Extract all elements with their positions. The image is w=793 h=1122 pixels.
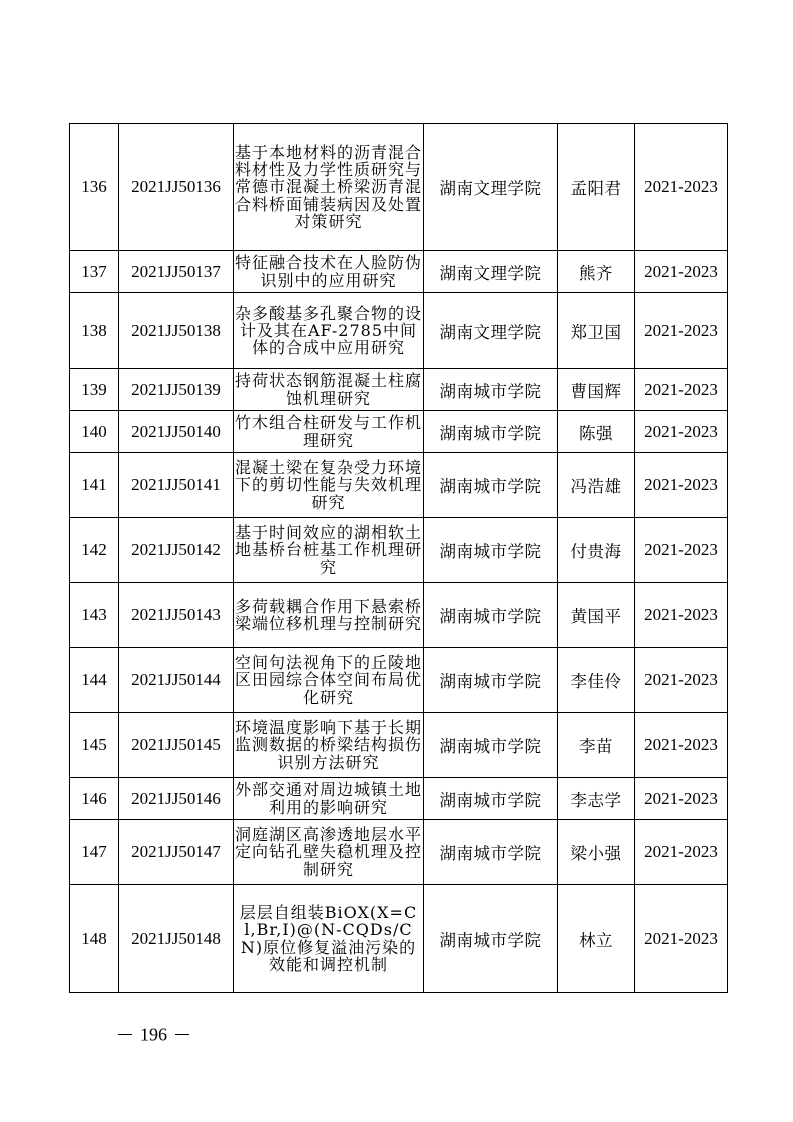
cell-period: 2021-2023 <box>635 369 728 411</box>
cell-leader: 李佳伶 <box>558 648 635 713</box>
cell-project-code: 2021JJ50142 <box>119 518 234 583</box>
table-row <box>70 778 728 820</box>
table-row <box>70 453 728 518</box>
table-row <box>70 583 728 648</box>
table-row <box>70 251 728 293</box>
cell-leader: 曹国辉 <box>558 369 635 411</box>
cell-period: 2021-2023 <box>635 453 728 518</box>
cell-institution: 湖南城市学院 <box>424 518 558 583</box>
cell-project-title: 层层自组装BiOX(X=Cl,Br,I)@(N-CQDs/CN)原位修复溢油污染的效能和调控机制 <box>234 885 424 993</box>
cell-project-title: 空间句法视角下的丘陵地区田园综合体空间布局优化研究 <box>234 648 424 713</box>
cell-period: 2021-2023 <box>635 293 728 369</box>
cell-project-code: 2021JJ50137 <box>119 251 234 293</box>
cell-project-code: 2021JJ50140 <box>119 411 234 453</box>
cell-project-title: 杂多酸基多孔聚合物的设计及其在AF-2785中间体的合成中应用研究 <box>234 293 424 369</box>
cell-project-title: 基于时间效应的湖相软土地基桥台桩基工作机理研究 <box>234 518 424 583</box>
cell-period: 2021-2023 <box>635 251 728 293</box>
cell-period: 2021-2023 <box>635 778 728 820</box>
table-row <box>70 293 728 369</box>
cell-project-title: 混凝土梁在复杂受力环境下的剪切性能与失效机理研究 <box>234 453 424 518</box>
cell-period: 2021-2023 <box>635 713 728 778</box>
cell-leader: 陈强 <box>558 411 635 453</box>
cell-leader: 黄国平 <box>558 583 635 648</box>
cell-project-title: 基于本地材料的沥青混合料材性及力学性质研究与常德市混凝土桥梁沥青混合料桥面铺装病因及处置对策研究 <box>234 124 424 251</box>
cell-project-title: 竹木组合柱研发与工作机理研究 <box>234 411 424 453</box>
cell-period: 2021-2023 <box>635 411 728 453</box>
cell-leader: 梁小强 <box>558 820 635 885</box>
cell-period: 2021-2023 <box>635 820 728 885</box>
cell-project-title: 持荷状态钢筋混凝土柱腐蚀机理研究 <box>234 369 424 411</box>
cell-project-title: 特征融合技术在人脸防伪识别中的应用研究 <box>234 251 424 293</box>
table-row <box>70 124 728 251</box>
cell-period: 2021-2023 <box>635 124 728 251</box>
page-number-value: 196 <box>140 1024 167 1045</box>
cell-leader: 李志学 <box>558 778 635 820</box>
cell-institution: 湖南城市学院 <box>424 885 558 993</box>
cell-project-code: 2021JJ50141 <box>119 453 234 518</box>
cell-number: 136 <box>70 124 119 251</box>
cell-number: 142 <box>70 518 119 583</box>
cell-institution: 湖南城市学院 <box>424 713 558 778</box>
cell-institution: 湖南文理学院 <box>424 293 558 369</box>
cell-project-code: 2021JJ50148 <box>119 885 234 993</box>
cell-project-code: 2021JJ50147 <box>119 820 234 885</box>
cell-institution: 湖南城市学院 <box>424 583 558 648</box>
cell-number: 139 <box>70 369 119 411</box>
cell-period: 2021-2023 <box>635 648 728 713</box>
cell-period: 2021-2023 <box>635 583 728 648</box>
cell-period: 2021-2023 <box>635 885 728 993</box>
cell-period: 2021-2023 <box>635 518 728 583</box>
cell-leader: 孟阳君 <box>558 124 635 251</box>
cell-institution: 湖南城市学院 <box>424 778 558 820</box>
cell-number: 144 <box>70 648 119 713</box>
cell-project-code: 2021JJ50139 <box>119 369 234 411</box>
cell-leader: 冯浩雄 <box>558 453 635 518</box>
cell-project-title: 环境温度影响下基于长期监测数据的桥梁结构损伤识别方法研究 <box>234 713 424 778</box>
cell-project-title: 多荷载耦合作用下悬索桥梁端位移机理与控制研究 <box>234 583 424 648</box>
cell-number: 143 <box>70 583 119 648</box>
cell-project-code: 2021JJ50138 <box>119 293 234 369</box>
cell-institution: 湖南城市学院 <box>424 453 558 518</box>
cell-leader: 付贵海 <box>558 518 635 583</box>
cell-project-code: 2021JJ50136 <box>119 124 234 251</box>
cell-project-code: 2021JJ50143 <box>119 583 234 648</box>
cell-project-code: 2021JJ50144 <box>119 648 234 713</box>
cell-institution: 湖南文理学院 <box>424 251 558 293</box>
table-row <box>70 648 728 713</box>
cell-institution: 湖南城市学院 <box>424 369 558 411</box>
cell-number: 147 <box>70 820 119 885</box>
table-row <box>70 713 728 778</box>
cell-leader: 郑卫国 <box>558 293 635 369</box>
cell-number: 145 <box>70 713 119 778</box>
cell-institution: 湖南城市学院 <box>424 411 558 453</box>
cell-project-code: 2021JJ50146 <box>119 778 234 820</box>
cell-number: 137 <box>70 251 119 293</box>
table-row <box>70 411 728 453</box>
cell-project-title: 外部交通对周边城镇土地利用的影响研究 <box>234 778 424 820</box>
cell-number: 146 <box>70 778 119 820</box>
page-dash-right <box>175 1034 189 1035</box>
table-body <box>70 124 728 993</box>
cell-leader: 林立 <box>558 885 635 993</box>
project-table <box>69 123 728 993</box>
cell-number: 140 <box>70 411 119 453</box>
cell-leader: 熊齐 <box>558 251 635 293</box>
table-row <box>70 369 728 411</box>
cell-project-code: 2021JJ50145 <box>119 713 234 778</box>
table-row <box>70 820 728 885</box>
table-row <box>70 518 728 583</box>
cell-institution: 湖南文理学院 <box>424 124 558 251</box>
cell-number: 141 <box>70 453 119 518</box>
page-dash-left <box>118 1034 132 1035</box>
cell-institution: 湖南城市学院 <box>424 820 558 885</box>
cell-number: 138 <box>70 293 119 369</box>
page-number <box>110 1023 210 1045</box>
cell-number: 148 <box>70 885 119 993</box>
cell-project-title: 洞庭湖区高渗透地层水平定向钻孔壁失稳机理及控制研究 <box>234 820 424 885</box>
table-row <box>70 885 728 993</box>
cell-leader: 李苗 <box>558 713 635 778</box>
cell-institution: 湖南城市学院 <box>424 648 558 713</box>
